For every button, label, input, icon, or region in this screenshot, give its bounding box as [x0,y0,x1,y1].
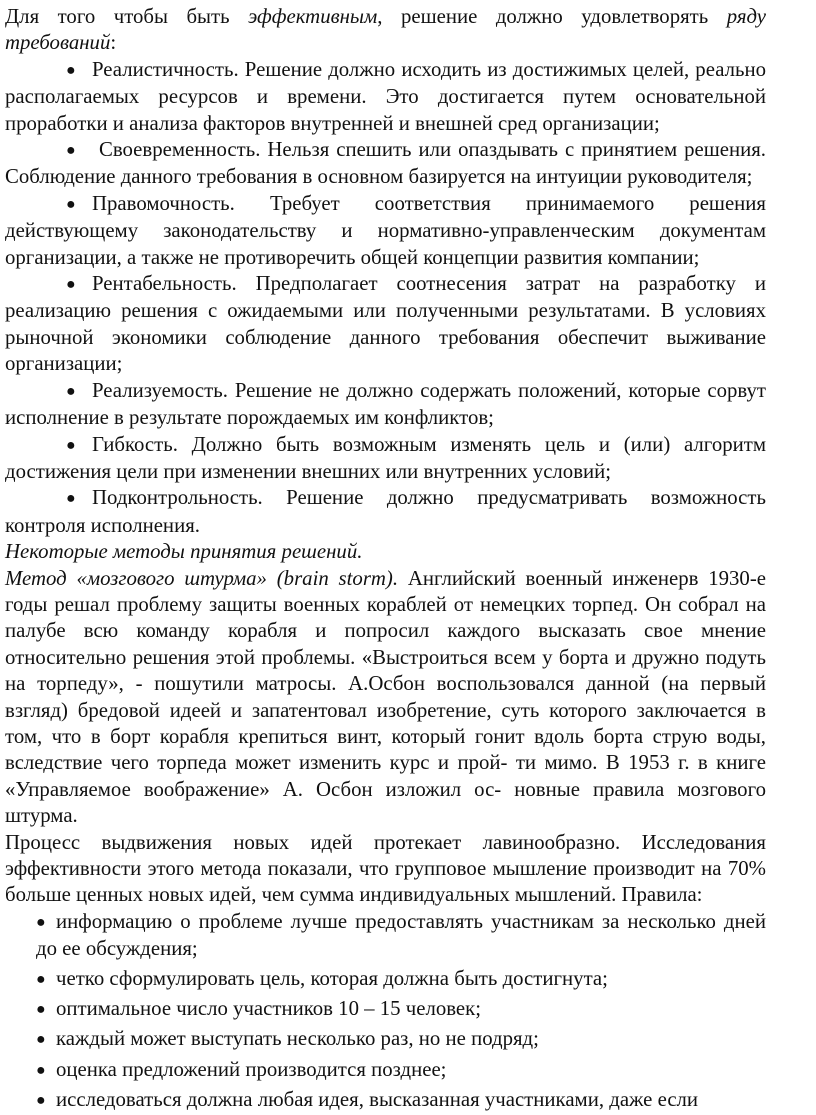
bullet-icon: ● [66,195,76,213]
intro-text-2: , решение должно удовлетворять [377,5,727,28]
list-item-text: Реализуемость. Решение не должно содержать положений, которые сорвут исполнение в результате порождаемых им конфликтов; [5,378,766,430]
requirements-list [5,57,766,539]
bullet-icon: ● [66,490,76,508]
list-item-text: оценка предложений производится позднее; [56,1057,447,1081]
list-item [36,1087,766,1114]
list-item-text: Гибкость. Должно быть возможным изменять цель и (или) алгоритм достижения цели при изменении внешних или внутренних условий; [5,432,766,483]
list-item [5,485,766,539]
list-item-text: Подконтрольность. Решение должно предусматривать возможность контроля исполнения. [5,486,766,537]
list-item [36,996,766,1023]
list-item-text: Рентабельность. Предполагает соотнесения затрат на разработку и реализацию решения с ожидаемыми или полученными результатами. В условиях рыночной экономики соблюдение данного требования обеспечит выживание организации; [5,272,766,376]
bullet-icon: ● [36,1001,46,1019]
bullet-icon: ● [66,436,76,454]
list-item [5,137,766,191]
intro-paragraph [5,4,766,57]
intro-italic-effective: эффективным [248,5,378,28]
intro-italic-requirements: ряду требований [5,5,766,55]
list-item [5,378,766,432]
list-item-text: четко сформулировать цель, которая должна быть достигнута; [56,966,608,990]
brainstorm-paragraph [5,566,766,830]
list-item [5,271,766,378]
list-item-text: Реалистичность. Решение должно исходить из достижимых целей, реально располагаемых ресурсов и времени. Это достигается путем основательной проработки и анализа факторов внутренней и внешней сред организации; [5,57,766,135]
bullet-icon: ● [66,382,76,400]
process-paragraph: Процесс выдвижения новых идей протекает лавинообразно. Исследования эффективности этого метода показали, что групповое мышление производит на 70% больше ценных новых идей, чем сумма индивидуальных мышлений. Правила: [5,830,766,907]
list-item-text: оптимальное число участников 10 – 15 человек; [56,997,482,1021]
brainstorm-text: Английский военный инженерв 1930-е годы решал проблему защиты военных кораблей от немецких торпед. Он собрал на палубе всю команду корабля и попросил каждого высказать свое мнение относительно решения этой проблемы. «Выстроиться всем у борта и дружно подуть на торпеду», - пошутили матросы. А.Осбон воспользовался данной (на первый взгляд) бредовой идеей и запатентовал изобретение, суть которого заключается в том, что в борт корабля крепиться винт, который гонит вдоль борта струю воды, вследствие чего торпеда может изменить курс и прой- ти мимо. В 1953 г. в книге «Управляемое воображение» А. Осбон изложил ос- новные правила мозгового штурма. [5,566,766,828]
intro-text-1: Для того чтобы быть [5,5,249,28]
brainstorm-title: Метод «мозгового штурма» (brain storm). [5,566,399,590]
list-item [36,966,766,993]
bullet-icon: ● [36,1061,46,1079]
bullet-icon: ● [66,61,76,79]
list-item [5,57,766,137]
rules-list [36,909,766,1115]
bullet-icon: ● [36,970,46,988]
intro-text-3: : [110,31,117,55]
list-item-text: каждый может выступать несколько раз, но не подряд; [56,1027,539,1051]
list-item-text: Своевременность. Нельзя спешить или опаздывать с принятием решения. Соблюдение данного требования в основном базируется на интуиции руководителя; [5,138,766,189]
bullet-icon: ● [36,1031,46,1049]
list-item [36,909,766,963]
list-item [5,191,766,271]
list-item-text: Правомочность. Требует соответствия принимаемого решения действующему законодательству и нормативно-управленческим документам организации, а также не противоречить общей концепции развития компании; [5,191,766,269]
list-item-text: информацию о проблеме лучше предоставлять участникам за несколько дней до ее обсуждения; [36,909,766,961]
list-item-text: исследоваться должна любая идея, высказанная участниками, даже если [56,1088,699,1112]
bullet-icon: ● [66,142,76,160]
bullet-icon: ● [66,276,76,294]
methods-heading: Некоторые методы принятия решений. [5,540,363,564]
list-item [36,1057,766,1084]
bullet-icon: ● [36,913,46,931]
list-item [36,1026,766,1053]
list-item [5,432,766,486]
bullet-icon: ● [36,1092,46,1110]
